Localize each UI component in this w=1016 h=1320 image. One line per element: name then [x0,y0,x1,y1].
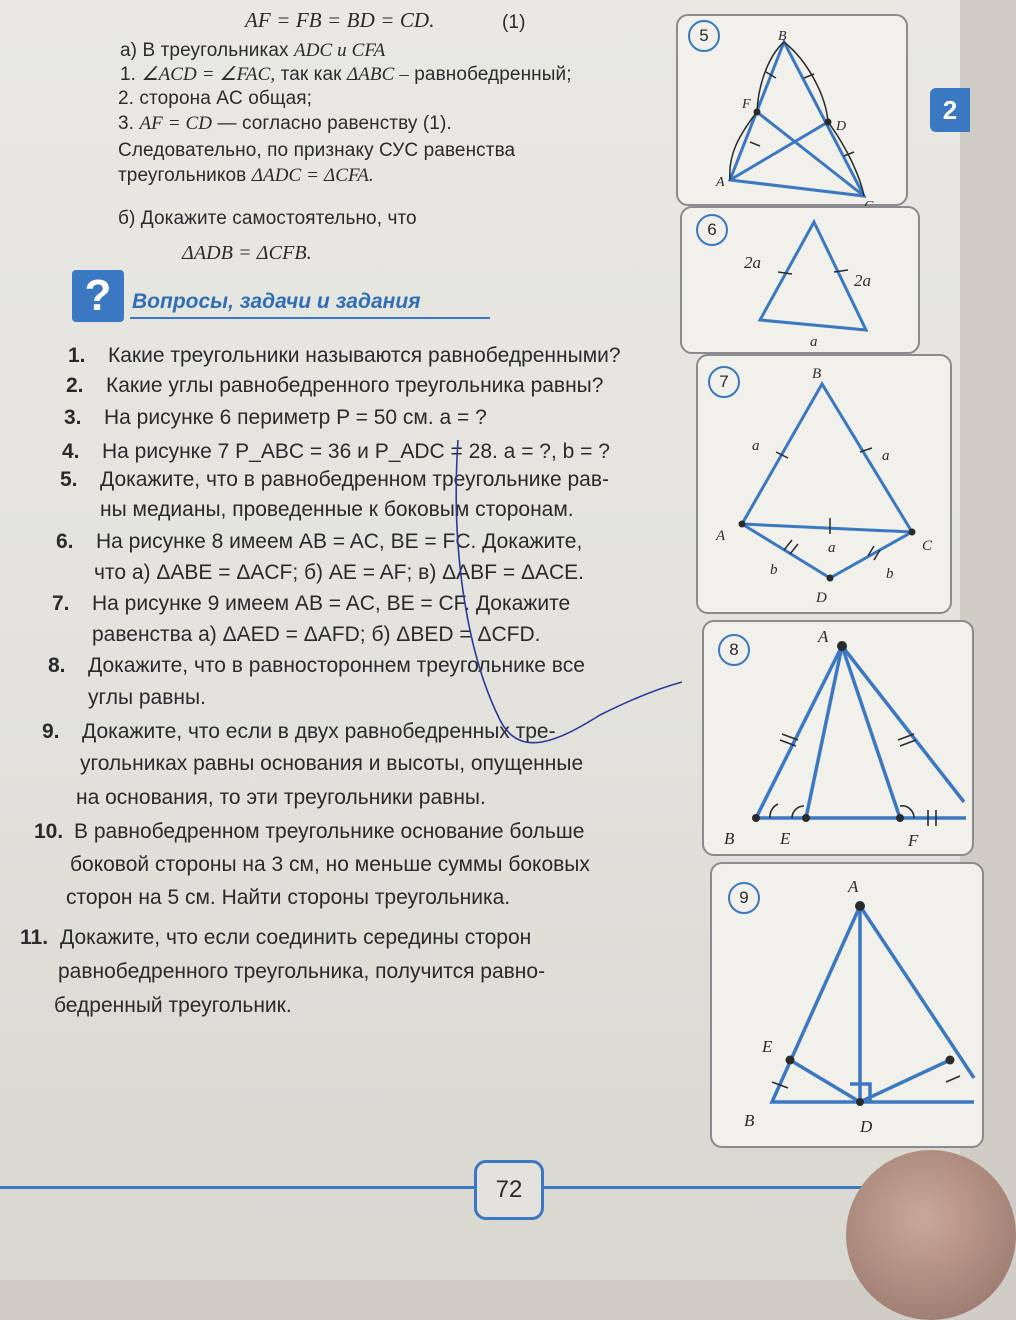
question-icon: ? [72,270,124,322]
label-B: B [744,1111,755,1130]
question-3: 3. На рисунке 6 периметр P = 50 см. a = ? [64,406,487,429]
label-side-BC: a [882,448,890,464]
label-C: C [922,538,933,554]
question-11-cont-2: бедренный треугольник. [54,994,292,1017]
question-2: 2. Какие углы равнобедренного треугольника равны? [66,374,604,397]
question-6-cont: что а) ΔABE = ΔACF; б) AE = AF; в) ΔABF = ΔACE. [94,561,584,584]
label-A: A [818,627,829,646]
label-F: F [742,97,751,112]
section-title: Вопросы, задачи и задания [132,290,421,313]
question-6: 6. На рисунке 8 имеем AB = AC, BE = FC. Докажите, [56,530,583,553]
figure-5 [676,14,908,206]
chapter-tab: 2 [930,88,970,132]
label-A: A [716,528,726,544]
label-side-AD: b [770,562,778,578]
label-B: B [724,829,735,848]
question-11-cont-1: равнобедренного треугольника, получится равно- [58,960,546,983]
label-A: A [716,175,725,190]
figure-7-number: 7 [708,366,740,398]
question-10-cont-1: боковой стороны на 3 см, но меньше суммы боковых [70,853,590,876]
page-number: 72 [474,1160,544,1220]
label-side-AB: a [752,438,760,454]
proof-conclusion-line1: Следовательно, по признаку СУС равенства [118,140,516,161]
proof-conclusion-line2: треугольников ΔADC = ΔCFA. [118,165,374,186]
question-5: 5. Докажите, что в равнобедренном треугольнике рав- [60,468,609,491]
label-D: D [860,1117,873,1136]
figure-8 [702,620,974,856]
label-side-right: 2a [854,271,871,290]
question-8: 8. Докажите, что в равностороннем треугольнике все [48,654,585,677]
proof-step-1: 1. ∠ACD = ∠FAC, так как ΔABC – равнобедренный; [120,64,572,85]
question-9-cont-1: угольниках равны основания и высоты, опущенные [80,752,584,775]
label-F: F [908,831,919,850]
label-E: E [780,829,791,848]
figure-5-number: 5 [688,20,720,52]
figure-7-diagram [698,356,950,612]
label-base: a [810,334,818,350]
part-b-expression: ΔADB = ΔCFB. [182,242,312,264]
part-a-intro: а) В треугольниках ADC и CFA [120,40,386,61]
question-8-cont: углы равны. [88,686,206,709]
part-b-line: б) Докажите самостоятельно, что [118,208,417,229]
question-7: 7. На рисунке 9 имеем AB = AC, BE = CF. Докажите [52,592,571,615]
question-7-cont: равенства а) ΔAED = ΔAFD; б) ΔBED = ΔCFD. [92,623,541,646]
figure-7 [696,354,952,614]
label-D: D [836,119,847,134]
question-5-cont: ны медианы, проведенные к боковым сторонам. [100,498,574,521]
question-11: 11. Докажите, что если соединить середины сторон [20,926,532,949]
label-side-DC: b [886,566,894,582]
figure-6 [680,206,920,354]
label-B: B [778,29,787,44]
figure-9-number: 9 [728,882,760,914]
label-base-AC: a [828,540,836,556]
label-A: A [848,877,859,896]
question-9-cont-2: на основания, то эти треугольники равны. [76,786,486,809]
footer-line-left [0,1186,474,1189]
question-1: 1. Какие треугольники называются равнобедренными? [68,344,621,367]
label-E: E [762,1037,773,1056]
equation-1: AF = FB = BD = CD. [245,8,435,32]
question-9: 9. Докажите, что если в двух равнобедренных тре- [42,720,556,743]
figure-8-number: 8 [718,634,750,666]
proof-step-2: 2. сторона AC общая; [118,88,313,109]
label-B: B [812,366,822,382]
finger-shadow [846,1150,1016,1320]
question-4: 4. На рисунке 7 P_ABC = 36 и P_ADC = 28. a = ?, b = ? [62,440,610,463]
label-D: D [816,590,827,606]
question-10: 10. В равнобедренном треугольнике основание больше [34,820,585,843]
figure-6-number: 6 [696,214,728,246]
question-10-cont-2: сторон на 5 см. Найти стороны треугольника. [66,886,511,909]
figure-9 [710,862,984,1148]
proof-step-3: 3. AF = CD — согласно равенству (1). [118,113,452,134]
label-side-left: 2a [744,253,761,272]
equation-1-number: (1) [502,12,526,33]
